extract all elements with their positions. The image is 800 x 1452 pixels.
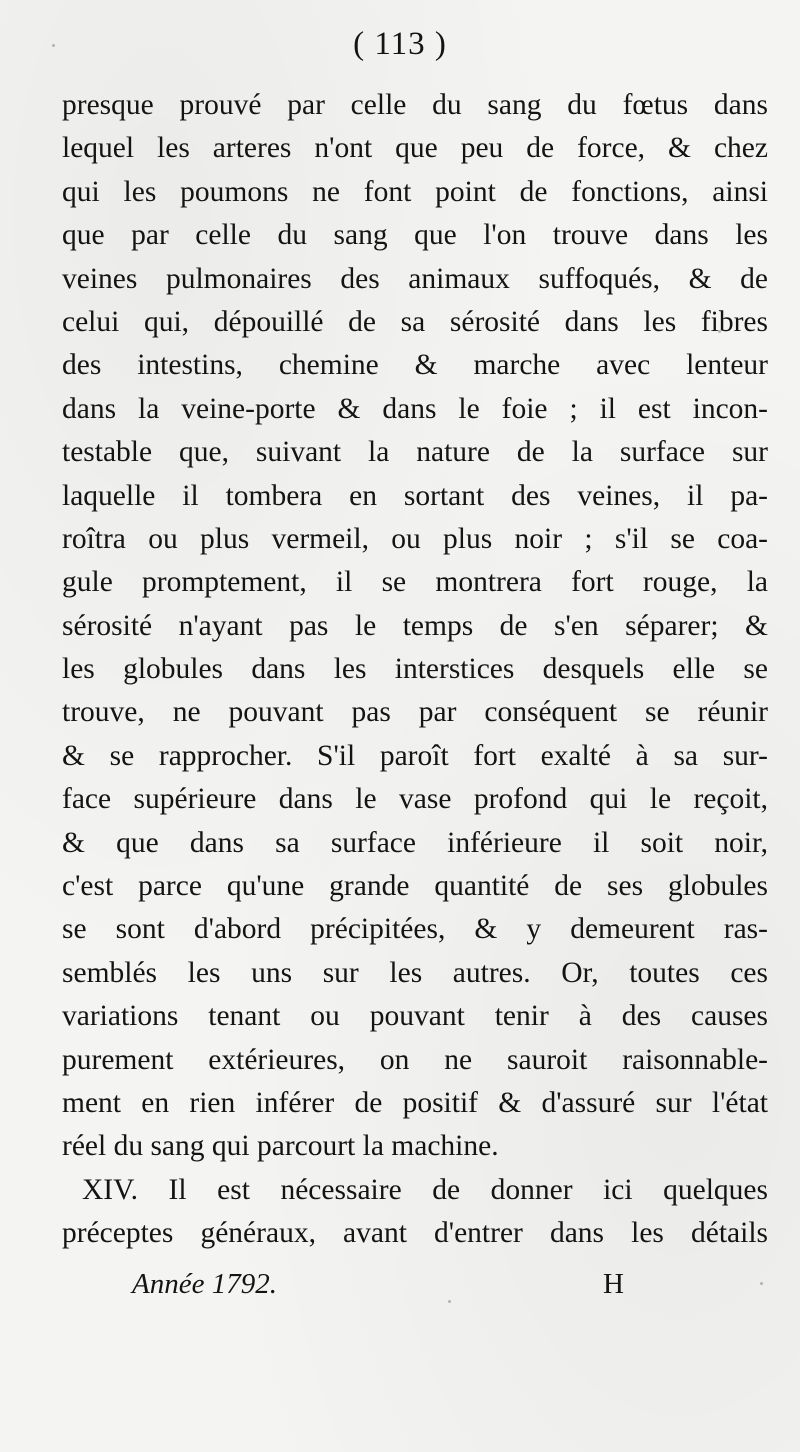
section-heading-line: XIV. Il est nécessaire de donner ici quelques [82,1173,768,1206]
text-line: laquelle il tombera en sortant des veines, il pa- [62,479,768,512]
text-line: variations tenant ou pouvant tenir à des causes [62,1000,768,1033]
paper-speck [718,330,721,333]
text-line: se sont d'abord précipitées, & y demeurent ras- [62,913,768,946]
text-line: face supérieure dans le vase profond qui le reçoit, [62,783,768,816]
body-text [62,84,768,1256]
text-line: roîtra ou plus vermeil, ou plus noir ; s'il se coa- [62,522,768,555]
text-line: celui qui, dépouillé de sa sérosité dans les fibres [62,305,768,338]
text-line: veines pulmonaires des animaux suffoqués, & de [62,262,768,295]
text-line: ment en rien inférer de positif & d'assuré sur l'état [62,1086,768,1119]
footer-year-label: Année 1792. [132,1268,277,1300]
paper-speck [448,1300,451,1303]
text-line: que par celle du sang que l'on trouve dans les [62,219,768,252]
text-line: qui les poumons ne font point de fonctions, ainsi [62,175,768,208]
text-line: presque prouvé par celle du sang du fœtus dans [62,89,768,121]
text-line: des intestins, chemine & marche avec lenteur [62,349,768,382]
page-footer [0,1268,800,1308]
text-line: testable que, suivant la nature de la surface sur [62,436,768,469]
text-line: préceptes généraux, avant d'entrer dans les détails [62,1217,768,1250]
paragraph-end-line: réel du sang qui parcourt la machine. [62,1130,499,1163]
text-line: gule promptement, il se montrera fort rouge, la [62,566,768,599]
text-line: & se rapprocher. S'il paroît fort exalté à sa sur- [62,739,768,772]
signature-mark: H [603,1268,624,1300]
text-line: les globules dans les interstices desquels elle se [62,653,768,686]
text-line: semblés les uns sur les autres. Or, toutes ces [62,956,768,989]
text-line: trouve, ne pouvant pas par conséquent se réunir [62,696,768,729]
text-line: sérosité n'ayant pas le temps de s'en séparer; & [62,609,768,642]
text-line: lequel les arteres n'ont que peu de force, & chez [62,132,768,165]
text-line: & que dans sa surface inférieure il soit noir, [62,826,768,859]
text-line: purement extérieures, on ne sauroit raisonnable- [62,1043,768,1076]
text-line: c'est parce qu'une grande quantité de ses globules [62,870,768,903]
text-line: dans la veine-porte & dans le foie ; il est incon- [62,392,768,425]
paper-speck [52,44,55,47]
page-number: ( 113 ) [353,26,447,62]
paper-speck [760,1282,763,1285]
